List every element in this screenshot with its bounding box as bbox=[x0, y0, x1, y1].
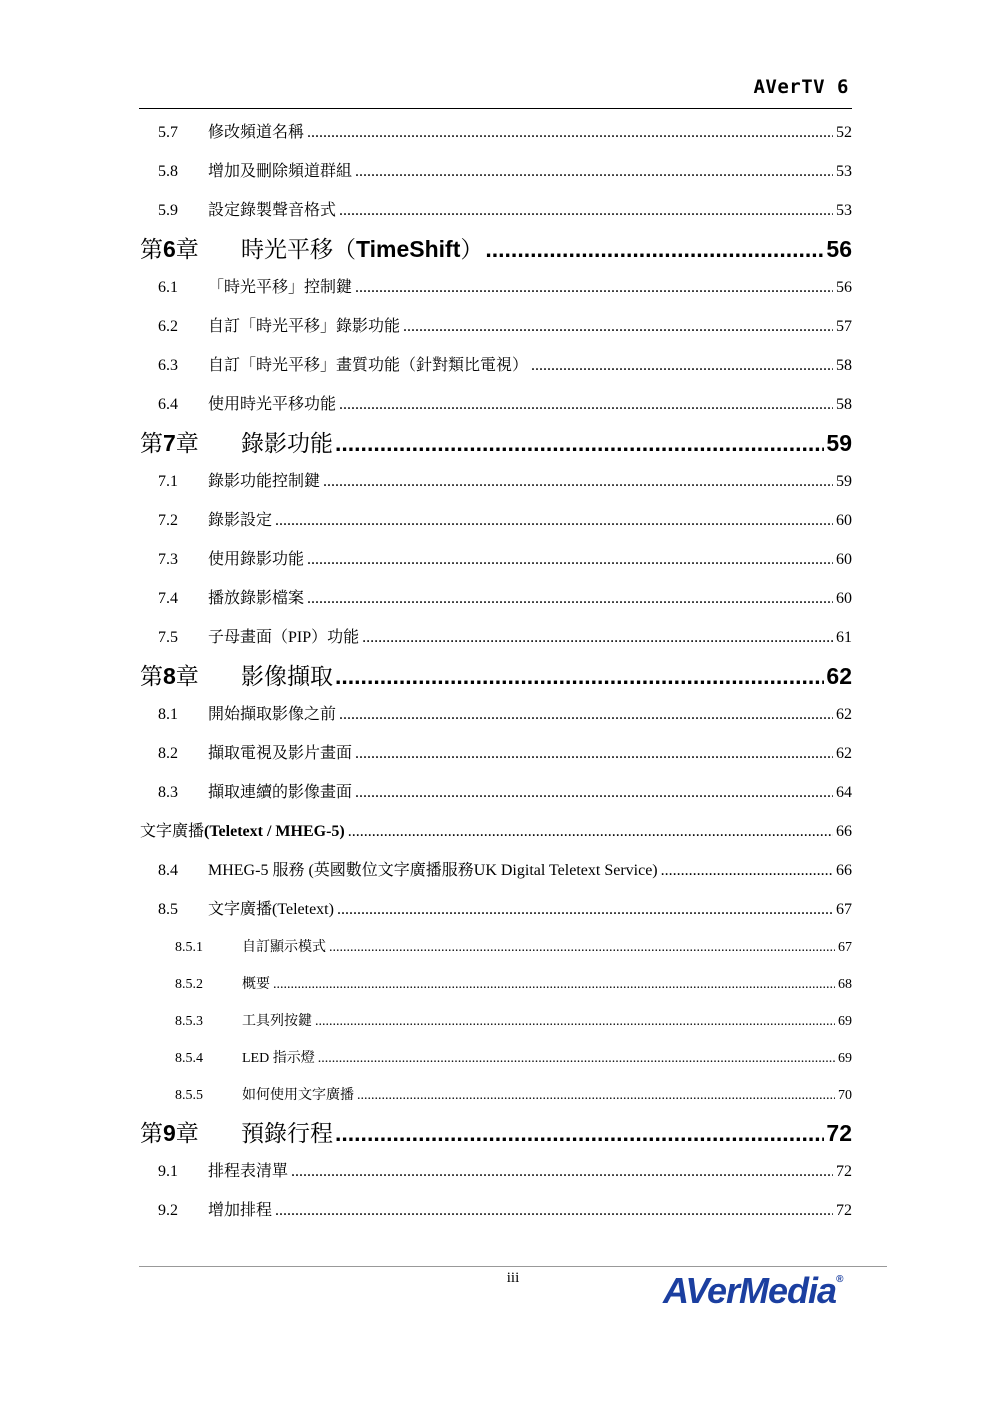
section-title: 自訂「時光平移」畫質功能（針對類比電視） bbox=[208, 357, 529, 374]
toc-page-number: 57 bbox=[836, 318, 852, 335]
dot-leader bbox=[485, 230, 824, 268]
toc-page-number: 72 bbox=[836, 1163, 852, 1180]
section-number: 8.3 bbox=[158, 784, 178, 801]
section-number: 7.4 bbox=[158, 590, 178, 607]
section-title: 使用錄影功能 bbox=[208, 551, 305, 568]
toc-entry-row[interactable] bbox=[139, 618, 852, 657]
header-divider bbox=[139, 108, 852, 109]
toc-entry-row[interactable] bbox=[139, 462, 852, 501]
chapter-title: 影像擷取 bbox=[241, 663, 333, 689]
toc-entry-row[interactable] bbox=[139, 1191, 852, 1230]
toc-page-number: 67 bbox=[838, 940, 852, 955]
section-number: 8.5.5 bbox=[175, 1088, 203, 1103]
section-title: 播放錄影檔案 bbox=[208, 590, 305, 607]
section-title: LED 指示燈 bbox=[242, 1051, 315, 1066]
toc-page-number: 58 bbox=[836, 396, 852, 413]
dot-leader bbox=[335, 657, 824, 695]
chapter-title: 時光平移（TimeShift） bbox=[241, 236, 484, 262]
toc-entry-row[interactable] bbox=[139, 1077, 852, 1114]
section-number: 6.2 bbox=[158, 318, 178, 335]
section-number: 8.5 bbox=[158, 901, 178, 918]
section-title: 如何使用文字廣播 bbox=[242, 1088, 354, 1103]
section-number: 6.1 bbox=[158, 279, 178, 296]
toc-page-number: 72 bbox=[826, 1120, 852, 1146]
toc-page-number: 58 bbox=[836, 357, 852, 374]
section-number: 8.5.4 bbox=[175, 1051, 203, 1066]
section-title: 增加及刪除頻道群組 bbox=[208, 163, 353, 180]
section-title: 修改頻道名稱 bbox=[208, 124, 305, 141]
section-number: 8.5.1 bbox=[175, 940, 203, 955]
section-number: 5.9 bbox=[158, 202, 178, 219]
chapter-title: 文字廣播(Teletext / MHEG-5) bbox=[140, 823, 345, 840]
section-title: 錄影設定 bbox=[208, 512, 273, 529]
toc-entry-row[interactable] bbox=[139, 307, 852, 346]
toc-entry-row[interactable] bbox=[139, 1152, 852, 1191]
section-title: 工具列按鍵 bbox=[242, 1014, 312, 1029]
toc-entry-row[interactable] bbox=[139, 1040, 852, 1077]
dot-leader bbox=[661, 851, 833, 890]
section-title: 使用時光平移功能 bbox=[208, 396, 337, 413]
dot-leader bbox=[273, 966, 835, 1003]
dot-leader bbox=[339, 695, 833, 734]
footer-divider bbox=[139, 1266, 887, 1267]
toc-page-number: 66 bbox=[836, 823, 852, 840]
toc-page-number: 64 bbox=[836, 784, 852, 801]
section-number: 7.5 bbox=[158, 629, 178, 646]
dot-leader bbox=[335, 1114, 824, 1152]
section-number: 8.2 bbox=[158, 745, 178, 762]
toc-page-number: 53 bbox=[836, 202, 852, 219]
dot-leader bbox=[355, 773, 833, 812]
toc-entry-row[interactable] bbox=[139, 540, 852, 579]
dot-leader bbox=[291, 1152, 833, 1191]
registered-mark: ® bbox=[836, 1274, 843, 1285]
chapter-number: 第7章 bbox=[140, 430, 199, 456]
section-title: 文字廣播(Teletext) bbox=[208, 901, 334, 918]
dot-leader bbox=[329, 929, 835, 966]
toc-chapter-row[interactable] bbox=[139, 657, 852, 695]
toc-entry-row[interactable] bbox=[139, 191, 852, 230]
toc-entry-row[interactable] bbox=[139, 346, 852, 385]
toc-entry-row[interactable] bbox=[139, 773, 852, 812]
section-number: 8.5.3 bbox=[175, 1014, 203, 1029]
toc-page-number: 60 bbox=[836, 590, 852, 607]
chapter-title: 錄影功能 bbox=[241, 430, 333, 456]
dot-leader bbox=[307, 113, 833, 152]
toc-entry-row[interactable] bbox=[139, 501, 852, 540]
section-title: 增加排程 bbox=[208, 1202, 273, 1219]
dot-leader bbox=[307, 540, 833, 579]
dot-leader bbox=[335, 424, 824, 462]
section-title: 概要 bbox=[242, 977, 270, 992]
toc-page-number: 66 bbox=[836, 862, 852, 879]
toc-chapter-row[interactable] bbox=[139, 1114, 852, 1152]
dot-leader bbox=[531, 346, 833, 385]
section-number: 6.4 bbox=[158, 396, 178, 413]
toc-entry-row[interactable] bbox=[139, 734, 852, 773]
toc-page-number: 56 bbox=[836, 279, 852, 296]
chapter-number: 第9章 bbox=[140, 1120, 199, 1146]
section-title: 設定錄製聲音格式 bbox=[208, 202, 337, 219]
toc-page-number: 69 bbox=[838, 1051, 852, 1066]
dot-leader bbox=[355, 734, 833, 773]
dot-leader bbox=[315, 1003, 835, 1040]
dot-leader bbox=[307, 579, 833, 618]
section-number: 6.3 bbox=[158, 357, 178, 374]
chapter-title: 預錄行程 bbox=[241, 1120, 333, 1146]
section-number: 8.1 bbox=[158, 706, 178, 723]
toc-page-number: 70 bbox=[838, 1088, 852, 1103]
section-number: 8.4 bbox=[158, 862, 178, 879]
toc-page-number: 67 bbox=[836, 901, 852, 918]
section-title: 排程表清單 bbox=[208, 1163, 289, 1180]
section-title: 「時光平移」控制鍵 bbox=[208, 279, 353, 296]
toc-page-number: 59 bbox=[836, 473, 852, 490]
toc-entry-row[interactable] bbox=[139, 851, 852, 890]
dot-leader bbox=[275, 501, 833, 540]
toc-page-number: 62 bbox=[826, 663, 852, 689]
dot-leader bbox=[275, 1191, 833, 1230]
section-title: 自訂顯示模式 bbox=[242, 940, 326, 955]
toc-entry-row[interactable] bbox=[139, 890, 852, 929]
toc-entry-row[interactable] bbox=[139, 929, 852, 966]
dot-leader bbox=[348, 812, 833, 851]
toc-chapter-row[interactable] bbox=[139, 230, 852, 268]
toc-page-number: 69 bbox=[838, 1014, 852, 1029]
section-number: 7.1 bbox=[158, 473, 178, 490]
toc-entry-row[interactable] bbox=[139, 966, 852, 1003]
chapter-number: 第6章 bbox=[140, 236, 199, 262]
toc-entry-row[interactable] bbox=[139, 1003, 852, 1040]
toc-page-number: 62 bbox=[836, 706, 852, 723]
toc-entry-row[interactable] bbox=[139, 695, 852, 734]
toc-page-number: 72 bbox=[836, 1202, 852, 1219]
toc-entry-row[interactable] bbox=[139, 152, 852, 191]
toc-entry-row[interactable] bbox=[139, 268, 852, 307]
section-number: 7.2 bbox=[158, 512, 178, 529]
toc-page-number: 68 bbox=[838, 977, 852, 992]
toc-page-number: 60 bbox=[836, 512, 852, 529]
section-number: 9.2 bbox=[158, 1202, 178, 1219]
dot-leader bbox=[337, 890, 833, 929]
dot-leader bbox=[318, 1040, 835, 1077]
table-of-contents bbox=[139, 113, 852, 1230]
section-title: 子母畫面（PIP）功能 bbox=[208, 629, 360, 646]
toc-chapter-row[interactable] bbox=[139, 424, 852, 462]
section-title: 開始擷取影像之前 bbox=[208, 706, 337, 723]
running-header-title: AVerTV 6 bbox=[753, 76, 849, 98]
chapter-number: 第8章 bbox=[140, 663, 199, 689]
dot-leader bbox=[357, 1077, 835, 1114]
toc-page-number: 59 bbox=[826, 430, 852, 456]
toc-entry-row[interactable] bbox=[139, 113, 852, 152]
section-title: 錄影功能控制鍵 bbox=[208, 473, 321, 490]
avermedia-logo bbox=[663, 1270, 842, 1312]
dot-leader bbox=[362, 618, 833, 657]
section-title: 擷取連續的影像畫面 bbox=[208, 784, 353, 801]
dot-leader bbox=[403, 307, 833, 346]
section-number: 5.7 bbox=[158, 124, 178, 141]
dot-leader bbox=[355, 268, 833, 307]
dot-leader bbox=[355, 152, 833, 191]
section-title: 擷取電視及影片畫面 bbox=[208, 745, 353, 762]
dot-leader bbox=[339, 191, 833, 230]
section-title: 自訂「時光平移」錄影功能 bbox=[208, 318, 401, 335]
toc-page-number: 62 bbox=[836, 745, 852, 762]
toc-entry-row[interactable] bbox=[139, 579, 852, 618]
toc-page-number: 53 bbox=[836, 163, 852, 180]
toc-entry-row[interactable] bbox=[139, 385, 852, 424]
section-title: MHEG-5 服務 (英國數位文字廣播服務UK Digital Teletext Service) bbox=[208, 862, 658, 879]
section-number: 5.8 bbox=[158, 163, 178, 180]
dot-leader bbox=[339, 385, 833, 424]
toc-page-number: 52 bbox=[836, 124, 852, 141]
logo-text: AVerMedia bbox=[663, 1270, 837, 1311]
section-number: 7.3 bbox=[158, 551, 178, 568]
toc-page-number: 60 bbox=[836, 551, 852, 568]
section-number: 8.5.2 bbox=[175, 977, 203, 992]
section-number: 9.1 bbox=[158, 1163, 178, 1180]
dot-leader bbox=[323, 462, 833, 501]
toc-page-number: 56 bbox=[826, 236, 852, 262]
page-number: iii bbox=[506, 1270, 520, 1286]
toc-page-number: 61 bbox=[836, 629, 852, 646]
toc-chapter-row[interactable] bbox=[139, 812, 852, 851]
